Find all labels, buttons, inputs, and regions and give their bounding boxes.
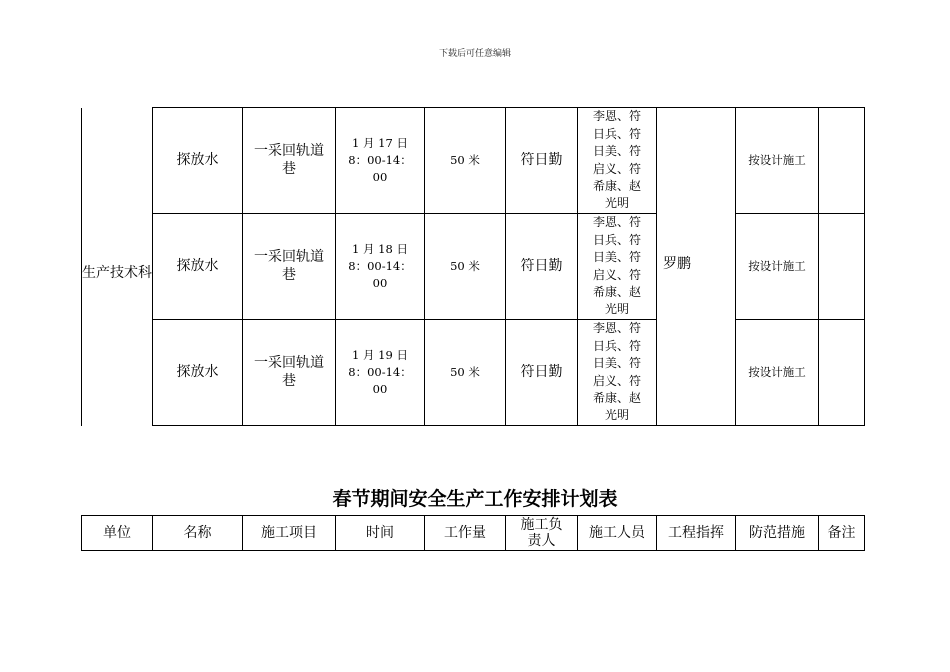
responsible-cell: 符日勤 (506, 214, 578, 320)
staff-cell: 李恩、符日兵、符日美、符启义、符希康、赵光明 (578, 108, 657, 214)
time-cell (336, 214, 425, 320)
responsible-cell: 符日勤 (506, 320, 578, 426)
time-hours-end: 00 (372, 381, 388, 396)
column-header-remarks: 备注 (819, 516, 865, 551)
measure-cell: 按设计施工 (736, 214, 819, 320)
workload-cell: 50 米 (425, 214, 506, 320)
commander-cell: 罗鹏 (657, 108, 736, 426)
time-date: 1 月 17 日 (352, 136, 408, 151)
task-name-cell: 探放水 (153, 214, 243, 320)
task-name-cell: 探放水 (153, 108, 243, 214)
table-row (82, 108, 865, 214)
page-header-note: 下载后可任意编辑 (438, 49, 511, 59)
work-plan-header-table (81, 515, 865, 551)
time-date: 1 月 18 日 (352, 242, 408, 257)
time-hours-end: 00 (372, 169, 388, 184)
project-cell: 一采回轨道巷 (243, 108, 336, 214)
column-header-responsible: 施工负责人 (506, 516, 578, 551)
time-cell (336, 108, 425, 214)
column-header-staff: 施工人员 (578, 516, 657, 551)
column-header-unit: 单位 (82, 516, 153, 551)
column-header-time: 时间 (336, 516, 425, 551)
time-hours: 8：00-14： (348, 153, 412, 168)
department-cell: 生产技术科 (82, 108, 153, 426)
time-hours: 8：00-14： (348, 259, 412, 274)
workload-cell: 50 米 (425, 108, 506, 214)
time-cell (336, 320, 425, 426)
column-header-name: 名称 (153, 516, 243, 551)
remark-cell (819, 108, 865, 214)
responsible-cell: 符日勤 (506, 108, 578, 214)
staff-cell: 李恩、符日兵、符日美、符启义、符希康、赵光明 (578, 320, 657, 426)
column-header-project: 施工项目 (243, 516, 336, 551)
staff-cell: 李恩、符日兵、符日美、符启义、符希康、赵光明 (578, 214, 657, 320)
work-plan-table-continued (81, 107, 865, 426)
project-cell: 一采回轨道巷 (243, 214, 336, 320)
table-header-row (82, 516, 865, 551)
column-header-workload: 工作量 (425, 516, 506, 551)
time-hours: 8：00-14： (348, 365, 412, 380)
measure-cell: 按设计施工 (736, 320, 819, 426)
measure-cell: 按设计施工 (736, 108, 819, 214)
table-row (82, 214, 865, 320)
workload-cell: 50 米 (425, 320, 506, 426)
task-name-cell: 探放水 (153, 320, 243, 426)
project-cell: 一采回轨道巷 (243, 320, 336, 426)
column-header-commander: 工程指挥 (657, 516, 736, 551)
column-header-measures: 防范措施 (736, 516, 819, 551)
remark-cell (819, 214, 865, 320)
remark-cell (819, 320, 865, 426)
time-hours-end: 00 (372, 275, 388, 290)
table-row (82, 320, 865, 426)
time-date: 1 月 19 日 (352, 348, 408, 363)
section-title: 春节期间安全生产工作安排计划表 (332, 488, 618, 510)
